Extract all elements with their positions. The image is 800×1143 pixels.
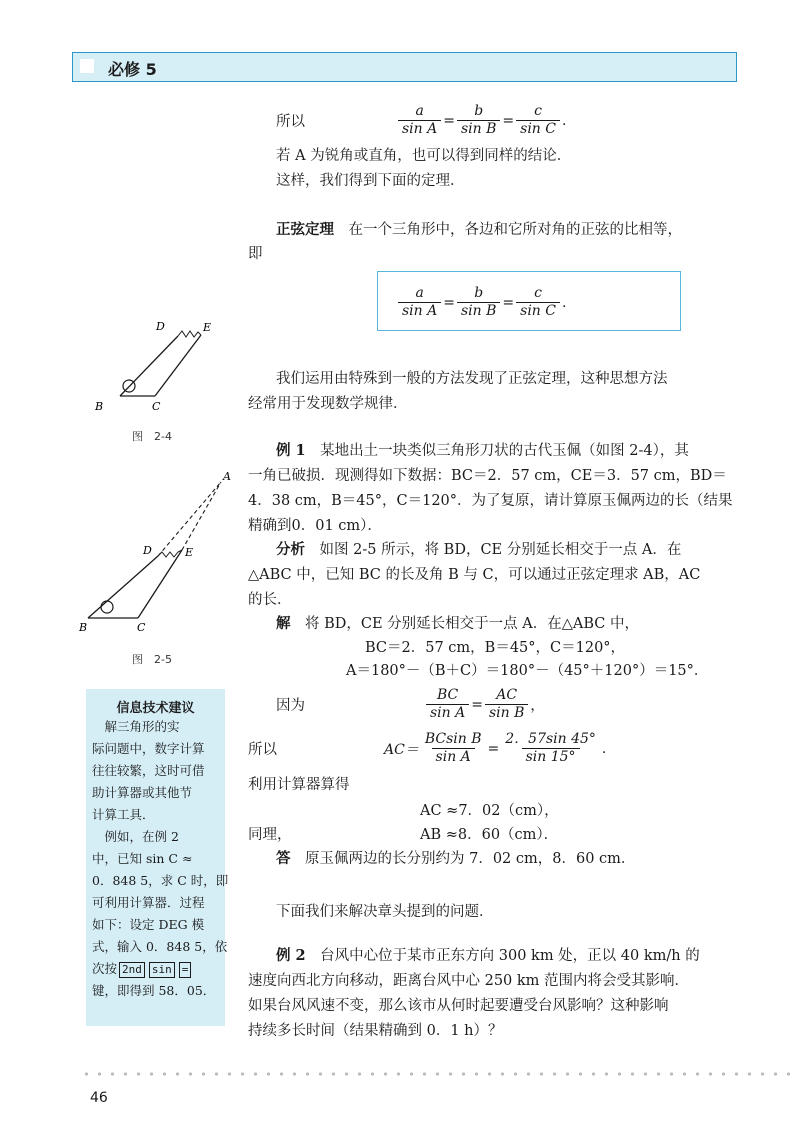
ac-formula: AC＝ $\frac{\text{BCsin B}}{\text{sin A}}$ = $\frac{2.57\sin 45^\circ}{\sin 15^\circ}$ .: [384, 731, 607, 765]
sidebar-line: 助计算器或其他节: [92, 785, 193, 800]
fig2-label-C: C: [137, 621, 146, 634]
fig2-extension-DA: [158, 482, 221, 556]
result-ab: AB ≈8．60（cm）．: [420, 827, 559, 843]
analysis-line-2: △ABC 中，已知 BC 的长及角 B 与 C，可以通过正弦定理求 AB，AC: [248, 567, 701, 583]
page-number: 46: [90, 1090, 108, 1106]
fig2-label-D: D: [143, 544, 152, 557]
fig2-edge-CE: [138, 550, 182, 618]
fig1-label-D: D: [156, 320, 165, 333]
sidebar-line: 可利用计算器．过程: [92, 895, 205, 910]
sidebar-line: 际问题中，数字计算: [92, 741, 205, 756]
intro-line-3: 这样，我们得到下面的定理．: [276, 173, 465, 189]
fig2-label-B: B: [79, 621, 88, 634]
sidebar-title: 信息技术建议: [116, 701, 195, 716]
tongli-label: 同理，: [248, 827, 292, 843]
figure-2-4: [85, 315, 225, 415]
sidebar-line: 中，已知 sin C ≈: [92, 851, 193, 866]
sidebar-line: 解三角形的实: [92, 719, 180, 734]
theorem-line-2: 即: [248, 246, 263, 262]
example1-line-4: 精确到0．01 cm）．: [248, 518, 382, 534]
figure-2-4-caption: 图 2-4: [132, 430, 172, 443]
sidebar-line: 式，输入 0．848 5，依: [92, 939, 228, 954]
example2-line-4: 持续多长时间（结果精确到 0．1 h）？: [248, 1023, 503, 1039]
page-header-title: 必修 5: [108, 60, 157, 79]
fig1-edge-DB: [120, 336, 178, 396]
example2-line-3: 如果台风风速不变，那么该市从何时起要遭受台风影响？这种影响: [248, 998, 669, 1014]
sidebar-line: 计算工具．: [92, 807, 155, 822]
suoyi-label: 所以: [276, 114, 305, 130]
header-bar: [72, 52, 737, 82]
solution-line-3: A＝180°－（B＋C）＝180°－（45°＋120°）＝15°．: [346, 663, 709, 679]
example2-line-2: 速度向西北方向移动，距离台风中心 250 km 范围内将会受其影响．: [248, 973, 690, 989]
analysis-line-3: 的长．: [248, 592, 292, 608]
example1-line-3: 4．38 cm，B＝45°，C＝120°．为了复原，请计算原玉佩两边的长（结果: [248, 493, 733, 509]
answer-line: 答 原玉佩两边的长分别约为 7．02 cm，8．60 cm．: [276, 850, 636, 867]
fig2-label-A: A: [223, 470, 231, 483]
sidebar-line: 往往较繁，这时可借: [92, 763, 205, 778]
intro-line-2: 若 A 为锐角或直角，也可以得到同样的结论．: [276, 148, 572, 164]
key-2nd: 2nd: [119, 962, 145, 978]
sidebar-key-line: 次按 2nd sin =: [92, 958, 193, 980]
example2-line-1: 例 2 台风中心位于某市正东方向 300 km 处，正以 40 km/h 的: [276, 947, 700, 964]
sidebar-line: 例如，在例 2: [92, 829, 179, 844]
fig1-edge-CE: [155, 335, 201, 396]
footer-dotted-rule: [80, 1072, 800, 1076]
method-line-2: 经常用于发现数学规律．: [248, 396, 408, 412]
sidebar-line: 0．848 5，求 C 时，即: [92, 873, 229, 888]
key-equals: =: [179, 962, 192, 978]
sidebar-line: 如下：设定 DEG 模: [92, 917, 205, 932]
sidebar-line: 键，即得到 58．05．: [92, 983, 216, 998]
example1-line-1: 例 1 某地出土一块类似三角形刀状的古代玉佩（如图 2-4），其: [276, 442, 689, 459]
because-formula: $\frac{BC}{\text{sin A}}$ = $\frac{AC}{\text{sin B}}$ ，: [426, 687, 546, 722]
theorem-line-1: 正弦定理 在一个三角形中，各边和它所对角的正弦的比相等，: [276, 221, 682, 238]
example1-line-2: 一角已破损．现测得如下数据：BC＝2．57 cm，CE＝3．57 cm，BD＝: [248, 468, 727, 484]
figure-2-5: [75, 468, 235, 638]
fig2-label-E: E: [185, 546, 194, 559]
calculator-line: 利用计算器算得: [248, 777, 350, 793]
fig1-label-E: E: [203, 321, 212, 334]
result-ac: AC ≈7．02（cm），: [420, 803, 559, 819]
fig1-broken-edge: [178, 331, 201, 337]
fig2-extension-EA: [182, 482, 221, 550]
solution-line-1: 解 将 BD，CE 分别延长相交于一点 A．在△ABC 中，: [276, 615, 640, 632]
method-line-1: 我们运用由特殊到一般的方法发现了正弦定理，这种思想方法: [276, 371, 668, 387]
fig1-label-B: B: [95, 400, 104, 413]
because-label: 因为: [276, 698, 305, 714]
fig1-label-C: C: [152, 400, 161, 413]
theorem-formula: $\frac{a}{\text{sin A}}$ = $\frac{b}{\text{sin B}}$ = $\frac{c}{\text{sin C}}$ .: [398, 285, 568, 320]
transition-line: 下面我们来解决章头提到的问题．: [276, 904, 494, 920]
solution-line-2: BC＝2．57 cm，B＝45°，C＝120°，: [365, 640, 626, 656]
analysis-line-1: 分析 如图 2-5 所示，将 BD，CE 分别延长相交于一点 A．在: [276, 541, 682, 558]
key-sin: sin: [149, 962, 175, 978]
intro-sine-ratio-formula: $\frac{a}{\text{sin A}}$ = $\frac{b}{\text{sin B}}$ = $\frac{c}{\text{sin C}}$ .: [398, 103, 568, 138]
figure-2-5-caption: 图 2-5: [132, 653, 172, 666]
so-label: 所以: [248, 742, 277, 758]
fig2-edge-BD: [88, 556, 158, 618]
header-square-icon: [80, 59, 94, 73]
fig2-hole: [101, 601, 113, 613]
